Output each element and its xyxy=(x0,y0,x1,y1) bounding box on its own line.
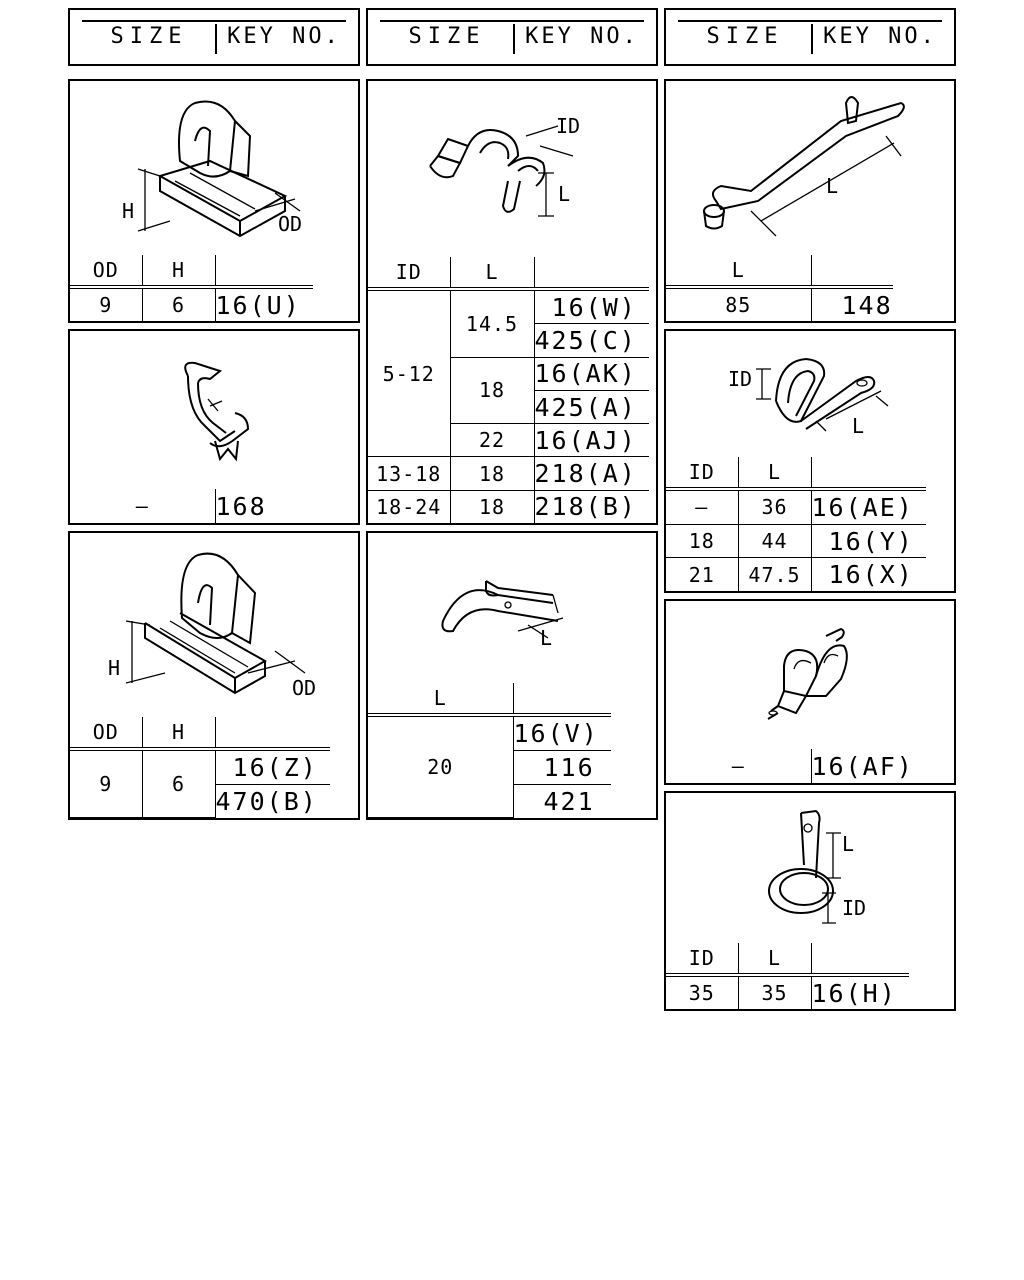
key-number: 148 xyxy=(811,287,893,321)
dim-l-label: L xyxy=(558,182,571,206)
dim-id-label: ID xyxy=(842,896,867,920)
od-value: 9 xyxy=(70,749,142,818)
col-header-l: L xyxy=(368,683,513,715)
clip-u-drawing xyxy=(70,81,358,255)
dim-od-label: OD xyxy=(278,212,303,236)
key-number: 218(B) xyxy=(534,490,649,523)
col-header-id: ID xyxy=(368,257,450,289)
clip-v-table xyxy=(368,683,611,818)
key-number: 16(Y) xyxy=(811,524,926,558)
key-no-header: KEY NO. xyxy=(823,24,937,49)
dim-l-label: L xyxy=(842,832,855,856)
clip-168-table xyxy=(70,489,267,523)
col-header-h: H xyxy=(142,255,215,287)
key-number: 16(AF) xyxy=(811,749,914,783)
l-value: 14.5 xyxy=(450,289,534,357)
dim-l-label: L xyxy=(826,174,839,198)
clip-z-table xyxy=(70,717,330,818)
clip-u-panel xyxy=(68,79,360,323)
strap-table xyxy=(666,255,893,321)
clip-af-panel xyxy=(664,599,956,785)
l-value: 18 xyxy=(450,490,534,523)
clip-af-drawing xyxy=(666,601,954,751)
key-number: 16(AE) xyxy=(811,489,926,524)
dim-l-label: L xyxy=(852,414,865,438)
col-header-od: OD xyxy=(70,717,142,749)
size-header: SIZE xyxy=(408,24,486,49)
size-header: SIZE xyxy=(706,24,784,49)
key-number: 425(C) xyxy=(534,324,649,357)
key-number: 16(X) xyxy=(811,558,926,591)
clip-ae-panel xyxy=(664,329,956,593)
header-box-col1 xyxy=(68,8,360,66)
l-value: 36 xyxy=(738,489,811,524)
clip-z-panel xyxy=(68,531,360,820)
id-value: 5-12 xyxy=(368,289,450,457)
key-number: 16(AJ) xyxy=(534,424,649,457)
id-value: — xyxy=(666,489,738,524)
clip-h-panel xyxy=(664,791,956,1011)
clip-z-drawing xyxy=(70,533,358,719)
l-value: 47.5 xyxy=(738,558,811,591)
l-value: 44 xyxy=(738,524,811,558)
id-value: 13-18 xyxy=(368,457,450,490)
col-header-h: H xyxy=(142,717,215,749)
col-header-id: ID xyxy=(666,943,738,975)
od-value: 9 xyxy=(70,287,142,321)
l-value: 85 xyxy=(666,287,811,321)
header-rule xyxy=(380,20,644,22)
col-header-key xyxy=(513,683,611,715)
l-value: 18 xyxy=(450,357,534,424)
clip-w-panel xyxy=(366,79,658,525)
key-number: 16(V) xyxy=(513,715,611,750)
dim-id-label: ID xyxy=(556,114,581,138)
key-number: 16(U) xyxy=(215,287,313,321)
col-header-key xyxy=(215,717,330,749)
col-header-key xyxy=(215,255,313,287)
l-value: 22 xyxy=(450,424,534,457)
l-value: 35 xyxy=(738,975,811,1009)
key-no-header: KEY NO. xyxy=(227,24,341,49)
clip-af-table xyxy=(666,749,914,783)
clip-ae-drawing xyxy=(666,331,954,459)
key-no-header: KEY NO. xyxy=(525,24,639,49)
col-header-l: L xyxy=(738,457,811,489)
col-header-key xyxy=(811,943,909,975)
key-number: 16(AK) xyxy=(534,357,649,390)
clip-h-table xyxy=(666,943,909,1009)
header-rule xyxy=(82,20,346,22)
clip-168-panel xyxy=(68,329,360,525)
id-value: 18 xyxy=(666,524,738,558)
h-value: 6 xyxy=(142,287,215,321)
size-value: — xyxy=(666,749,811,783)
key-number: 16(H) xyxy=(811,975,909,1009)
dim-l-label: L xyxy=(540,626,553,650)
key-number: 16(Z) xyxy=(215,749,330,784)
id-value: 18-24 xyxy=(368,490,450,523)
key-number: 116 xyxy=(513,750,611,784)
clip-w-table xyxy=(368,257,649,523)
key-number: 421 xyxy=(513,784,611,817)
dim-h-label: H xyxy=(108,656,121,680)
dim-od-label: OD xyxy=(292,676,317,700)
key-number: 16(W) xyxy=(534,289,649,324)
header-box-col3 xyxy=(664,8,956,66)
col-header-id: ID xyxy=(666,457,738,489)
dim-h-label: H xyxy=(122,199,135,223)
l-value: 18 xyxy=(450,457,534,490)
size-header: SIZE xyxy=(110,24,188,49)
col-header-key xyxy=(534,257,649,289)
key-number: 168 xyxy=(215,489,267,523)
size-value: — xyxy=(70,489,215,523)
clip-w-drawing xyxy=(368,81,656,255)
clip-ae-table xyxy=(666,457,926,591)
col-header-key xyxy=(811,255,893,287)
id-value: 35 xyxy=(666,975,738,1009)
col-header-l: L xyxy=(738,943,811,975)
key-number: 470(B) xyxy=(215,784,330,817)
header-divider xyxy=(513,24,515,54)
col-header-l: L xyxy=(450,257,534,289)
l-value: 20 xyxy=(368,715,513,818)
strap-drawing xyxy=(666,81,954,255)
strap-panel xyxy=(664,79,956,323)
clip-168-drawing xyxy=(70,331,358,491)
clip-v-drawing xyxy=(368,533,656,685)
clip-h-drawing xyxy=(666,793,954,945)
header-divider xyxy=(811,24,813,54)
col-header-l: L xyxy=(666,255,811,287)
id-value: 21 xyxy=(666,558,738,591)
clip-u-table xyxy=(70,255,313,321)
clip-v-panel xyxy=(366,531,658,820)
col-header-od: OD xyxy=(70,255,142,287)
key-number: 425(A) xyxy=(534,390,649,423)
header-rule xyxy=(678,20,942,22)
header-box-col2 xyxy=(366,8,658,66)
key-number: 218(A) xyxy=(534,457,649,490)
col-header-key xyxy=(811,457,926,489)
h-value: 6 xyxy=(142,749,215,818)
header-divider xyxy=(215,24,217,54)
dim-id-label: ID xyxy=(728,367,753,391)
